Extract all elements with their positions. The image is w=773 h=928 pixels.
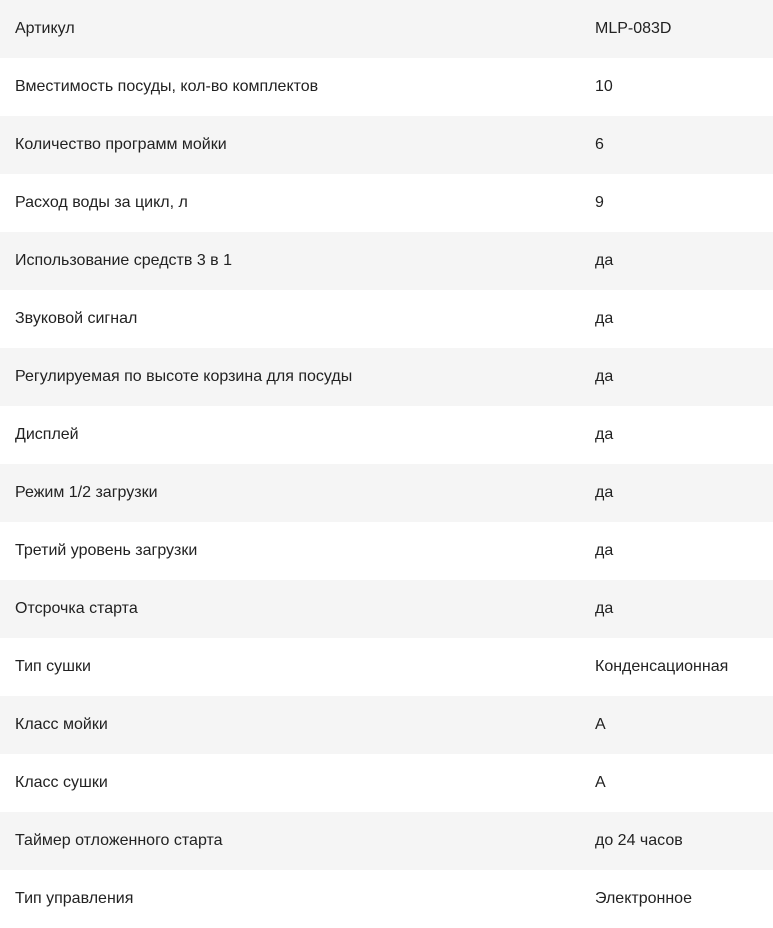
- spec-name: Дисплей: [15, 426, 79, 443]
- spec-name: Расход воды за цикл, л: [15, 194, 188, 211]
- spec-value: до 24 часов: [595, 832, 683, 849]
- spec-name: Тип сушки: [15, 658, 91, 675]
- spec-name: Количество программ мойки: [15, 136, 227, 153]
- spec-name: Режим 1/2 загрузки: [15, 484, 158, 501]
- spec-value: да: [595, 542, 614, 559]
- spec-row: [0, 348, 773, 406]
- spec-name: Класс сушки: [15, 774, 108, 791]
- spec-name: Отсрочка старта: [15, 600, 138, 617]
- spec-row: [0, 406, 773, 464]
- spec-row: [0, 58, 773, 116]
- spec-row: [0, 0, 773, 58]
- spec-name: Таймер отложенного старта: [15, 832, 223, 849]
- spec-value: да: [595, 310, 614, 327]
- spec-row: [0, 174, 773, 232]
- spec-name: Тип управления: [15, 890, 134, 907]
- spec-row: [0, 870, 773, 928]
- spec-row: [0, 232, 773, 290]
- spec-value: да: [595, 426, 614, 443]
- spec-value: A: [595, 716, 606, 733]
- spec-name: Звуковой сигнал: [15, 310, 138, 327]
- spec-value: A: [595, 774, 606, 791]
- spec-value: Электронное: [595, 890, 692, 907]
- spec-name: Третий уровень загрузки: [15, 542, 198, 559]
- spec-value: 10: [595, 78, 613, 95]
- spec-name: Артикул: [15, 20, 75, 37]
- spec-name: Использование средств 3 в 1: [15, 252, 233, 269]
- spec-name: Регулируемая по высоте корзина для посуды: [15, 368, 353, 385]
- spec-row: [0, 754, 773, 812]
- spec-value: да: [595, 600, 614, 617]
- spec-row: [0, 290, 773, 348]
- spec-value: да: [595, 484, 614, 501]
- spec-row: [0, 812, 773, 870]
- spec-value: да: [595, 368, 614, 385]
- spec-row: [0, 116, 773, 174]
- spec-row: [0, 580, 773, 638]
- spec-row: [0, 522, 773, 580]
- spec-value: MLP-083D: [595, 20, 672, 37]
- spec-name: Вместимость посуды, кол-во комплектов: [15, 78, 319, 95]
- spec-name: Класс мойки: [15, 716, 108, 733]
- spec-value: Конденсационная: [595, 658, 729, 675]
- spec-row: [0, 696, 773, 754]
- spec-value: 9: [595, 194, 604, 211]
- spec-row: [0, 464, 773, 522]
- spec-value: 6: [595, 136, 604, 153]
- spec-value: да: [595, 252, 614, 269]
- spec-row: [0, 638, 773, 696]
